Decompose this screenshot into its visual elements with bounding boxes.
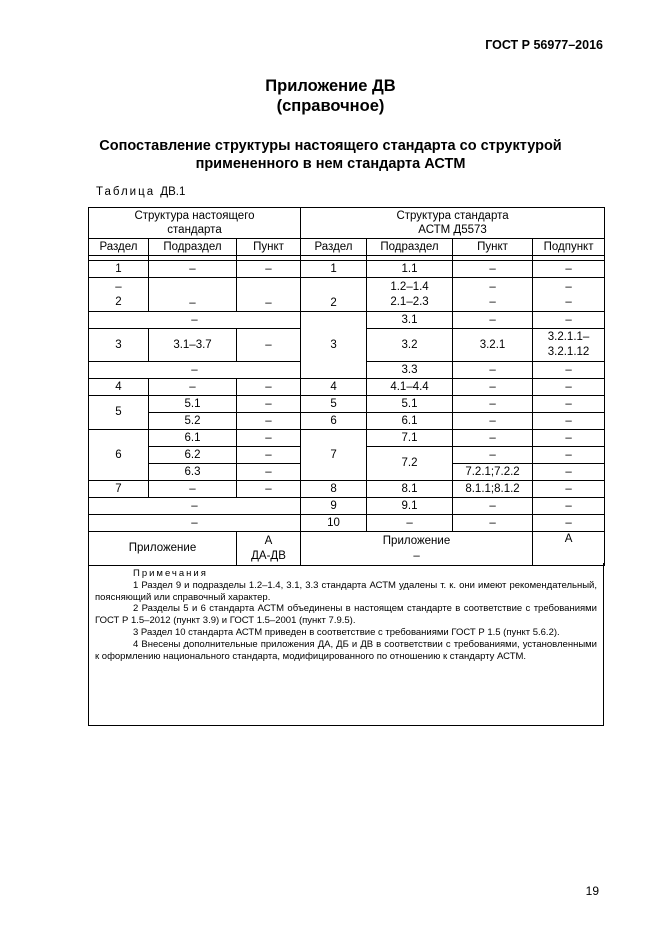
table-cell: –	[453, 430, 533, 447]
table-row	[89, 312, 605, 329]
subtitle-line1: Сопоставление структуры настоящего стандарта со структурой	[99, 138, 562, 154]
table-cell: –	[533, 312, 605, 329]
table-cell: 3.1	[367, 312, 453, 329]
table-cell: –	[533, 379, 605, 396]
table-cell: 6.2	[149, 447, 237, 464]
table-cell: –	[453, 379, 533, 396]
table-header-row	[89, 208, 605, 239]
table-cell: –	[533, 515, 605, 532]
table-cell: –	[453, 312, 533, 329]
cell-line: ДА-ДВ	[251, 549, 286, 562]
table-row	[89, 278, 605, 312]
table-cell: 5	[89, 396, 149, 430]
table-cell: 8.1.1;8.1.2	[453, 481, 533, 498]
table-cell	[301, 532, 533, 566]
table-cell: –	[89, 498, 301, 515]
table-cell: 4.1–4.4	[367, 379, 453, 396]
cell-line: 2	[115, 295, 122, 308]
table-cell: 5	[301, 396, 367, 413]
table-cell: –	[89, 515, 301, 532]
page-number: 19	[585, 884, 599, 898]
cell-line: –	[413, 549, 420, 562]
table-cell: 6	[301, 413, 367, 430]
table-cell: –	[149, 379, 237, 396]
table-cell: –	[237, 261, 301, 278]
header-right-line1: Структура стандарта	[396, 210, 509, 222]
table-cell: 1	[301, 261, 367, 278]
table-cell: –	[453, 447, 533, 464]
table-notes	[88, 563, 604, 726]
table-cell	[533, 329, 605, 362]
column-header: Пункт	[453, 239, 533, 256]
table-cell: –	[89, 362, 301, 379]
note-item: 4 Внесены дополнительные приложения ДА, ДБ и ДВ в соответствии с требованиями, установленными к оформлению национального стандарта, модифицированного по отношению к стандарту АСТМ.	[95, 638, 597, 662]
table-cell: 4	[89, 379, 149, 396]
table-cell: 7.2	[367, 447, 453, 481]
table-cell: 7.2.1;7.2.2	[453, 464, 533, 481]
appendix-title-line1: Приложение ДВ	[265, 77, 396, 95]
cell-line: 3.2.1.12	[547, 346, 590, 358]
cell-line: А	[264, 534, 273, 547]
table-cell: –	[237, 329, 301, 362]
cell-line: –	[489, 280, 496, 293]
table-cell: –	[533, 498, 605, 515]
header-left-line1: Структура настоящего	[134, 210, 255, 222]
table-cell: –	[533, 413, 605, 430]
table-cell: –	[149, 481, 237, 498]
table-cell: –	[237, 278, 301, 312]
column-header: Раздел	[301, 239, 367, 256]
header-astm-standard	[301, 208, 605, 239]
table-caption-word: Таблица	[96, 186, 156, 198]
table-cell: 5.1	[367, 396, 453, 413]
table-cell: 7	[301, 430, 367, 481]
table-cell	[453, 278, 533, 312]
note-item: 2 Разделы 5 и 6 стандарта АСТМ объединены в настоящем стандарте в соответствие с требованиями ГОСТ Р 1.5–2012 (пункт 3.9) и ГОСТ 1.5–2001 (пункт 7.9.5).	[95, 603, 597, 627]
table-cell: –	[237, 447, 301, 464]
column-header: Подраздел	[149, 239, 237, 256]
table-cell: –	[149, 261, 237, 278]
table-row	[89, 498, 605, 515]
notes-title: Примечания	[133, 568, 208, 579]
table-cell: А	[533, 532, 605, 566]
table-cell: 5.1	[149, 396, 237, 413]
table-cell: –	[237, 413, 301, 430]
cell-line: –	[489, 295, 496, 308]
table-cell: –	[533, 447, 605, 464]
table-row	[89, 261, 605, 278]
table-cell: 5.2	[149, 413, 237, 430]
column-header: Раздел	[89, 239, 149, 256]
table-cell: 6	[89, 430, 149, 481]
table-cell: –	[453, 498, 533, 515]
table-cell	[367, 278, 453, 312]
table-cell: –	[237, 464, 301, 481]
table-cell: 3.2	[367, 329, 453, 362]
table-cell: –	[367, 515, 453, 532]
table-cell: 8	[301, 481, 367, 498]
table-cell: –	[237, 481, 301, 498]
table-cell: 3.3	[367, 362, 453, 379]
table-cell: 3.1–3.7	[149, 329, 237, 362]
table-cell: –	[453, 261, 533, 278]
table-cell: –	[89, 312, 301, 329]
comparison-table	[88, 207, 605, 566]
table-cell: 9	[301, 498, 367, 515]
table-row	[89, 481, 605, 498]
table-cell: 1	[89, 261, 149, 278]
table-cell: 9.1	[367, 498, 453, 515]
table-cell: –	[149, 278, 237, 312]
header-left-line2: стандарта	[167, 224, 222, 236]
table-caption-number: ДВ.1	[160, 186, 186, 198]
table-cell: 7.1	[367, 430, 453, 447]
table-caption	[96, 186, 185, 198]
table-cell: 1.1	[367, 261, 453, 278]
table-row	[89, 515, 605, 532]
header-this-standard	[89, 208, 301, 239]
document-code: ГОСТ Р 56977–2016	[485, 38, 603, 52]
table-row-appendix	[89, 532, 605, 566]
table-cell: 3.2.1	[453, 329, 533, 362]
column-header: Подпункт	[533, 239, 605, 256]
column-header: Пункт	[237, 239, 301, 256]
table-cell: –	[453, 515, 533, 532]
table-cell: –	[453, 396, 533, 413]
table-cell: –	[453, 413, 533, 430]
cell-line: –	[115, 280, 122, 293]
table-cell: 6.3	[149, 464, 237, 481]
header-right-line2: АСТМ Д5573	[418, 224, 487, 236]
table-cell: 4	[301, 379, 367, 396]
cell-line: 1.2–1.4	[390, 280, 429, 293]
table-cell: 7	[89, 481, 149, 498]
table-cell: –	[237, 396, 301, 413]
table-row	[89, 430, 605, 447]
table-cell: 3	[301, 312, 367, 379]
table-row	[89, 396, 605, 413]
appendix-title-line2: (справочное)	[276, 97, 385, 115]
appendix-subtitle	[0, 137, 661, 173]
table-cell: 8.1	[367, 481, 453, 498]
cell-line: –	[565, 280, 572, 293]
column-header: Подраздел	[367, 239, 453, 256]
table-cell: 6.1	[149, 430, 237, 447]
table-cell: 10	[301, 515, 367, 532]
note-item: 3 Раздел 10 стандарта АСТМ приведен в соответствие с требованиями ГОСТ Р 1.5 (пункт 5.6.2).	[133, 626, 560, 638]
table-row	[89, 379, 605, 396]
table-cell: 2	[301, 278, 367, 312]
table-cell: –	[533, 481, 605, 498]
table-cell: –	[533, 396, 605, 413]
cell-line: –	[565, 295, 572, 308]
table-cell: –	[533, 362, 605, 379]
cell-line: 2.1–2.3	[390, 295, 429, 308]
column-header-row	[89, 239, 605, 256]
appendix-title	[0, 76, 661, 116]
table-row	[89, 413, 605, 430]
cell-line: Приложение	[382, 534, 451, 547]
table-cell	[237, 532, 301, 566]
cell-line: 3.2.1.1–	[547, 331, 590, 343]
note-item: 1 Раздел 9 и подразделы 1.2–1.4, 3.1, 3.3 стандарта АСТМ удалены т. к. они имеют рекомендательный, поясняющий или справочный характер.	[95, 579, 597, 603]
table-cell: 6.1	[367, 413, 453, 430]
table-cell: –	[453, 362, 533, 379]
table-cell	[89, 278, 149, 312]
table-cell: Приложение	[89, 532, 237, 566]
table-cell	[533, 278, 605, 312]
table-cell: –	[533, 430, 605, 447]
table-cell: –	[533, 464, 605, 481]
table-cell: –	[533, 261, 605, 278]
table-cell: –	[237, 379, 301, 396]
table-cell: –	[237, 430, 301, 447]
subtitle-line2: примененного в нем стандарта АСТМ	[195, 156, 466, 172]
table-cell: 3	[89, 329, 149, 362]
